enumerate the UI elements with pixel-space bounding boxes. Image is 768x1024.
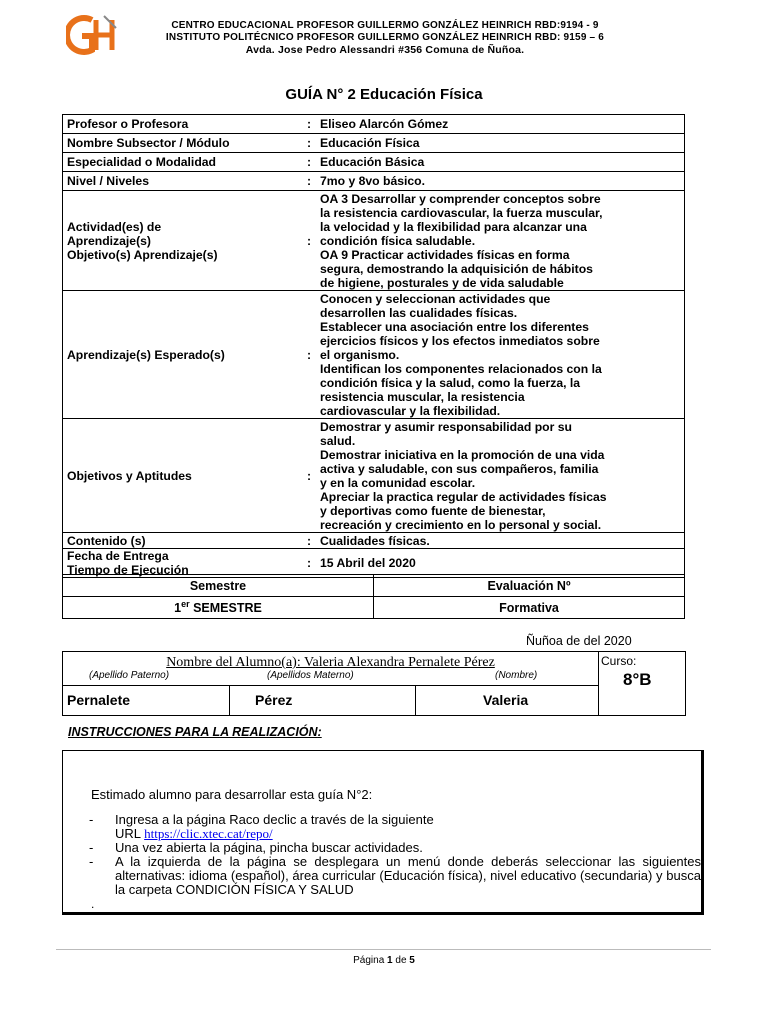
esperado-line: el organismo.	[320, 347, 400, 362]
instrucciones-heading	[68, 725, 322, 739]
objetivos-line: salud.	[320, 433, 356, 448]
fecha-value: 15 Abril del 2020	[316, 549, 685, 578]
objetivos-line: y en la comunidad escolar.	[320, 475, 476, 490]
divider	[415, 685, 416, 715]
actividad-label-line: Aprendizaje(s)	[67, 233, 151, 248]
esperado-line: Establecer una asociación entre los diferentes	[320, 319, 589, 334]
page-total: 5	[409, 955, 415, 966]
nombre-label: (Nombre)	[495, 670, 538, 681]
objetivos-line: recreación y crecimiento en lo personal y social.	[320, 517, 602, 532]
subsector-value: Educación Física	[316, 134, 685, 153]
footer-divider	[56, 949, 711, 950]
esperado-line: Identifican los componentes relacionados con la	[320, 361, 602, 376]
semestre-number: 1	[174, 601, 182, 616]
contenido-value: Cualidades físicas.	[316, 533, 685, 549]
page-sep: de	[392, 955, 410, 966]
instrucciones-intro: Estimado alumno para desarrollar esta guía N°2:	[91, 787, 373, 802]
apellido-materno-label: (Apellidos Materno)	[267, 670, 354, 681]
page-prefix: Página	[353, 955, 388, 966]
objetivos-value	[316, 419, 685, 533]
apellido-materno-value: Pérez	[255, 692, 293, 708]
header-line-3: Avda. Jose Pedro Alessandri #356 Comuna de Ñuñoa.	[245, 44, 525, 56]
raco-declic-link[interactable]: https://clic.xtec.cat/repo/	[144, 826, 273, 841]
item1-url-prefix: URL	[115, 826, 145, 841]
page-title: GUÍA N° 2 Educación Física	[285, 86, 483, 103]
list-item	[89, 813, 701, 841]
evaluacion-value: Formativa	[374, 597, 685, 619]
instrucciones-heading-colon: :	[317, 725, 322, 739]
tiempo-label-line: Tiempo de Ejecución	[67, 563, 189, 577]
especialidad-label: Especialidad o Modalidad	[63, 153, 303, 172]
actividad-line: la velocidad y la flexibilidad para alcanzar una	[320, 219, 587, 234]
esperado-line: ejercicios físicos y los efectos inmediatos sobre	[320, 333, 600, 348]
profesor-label: Profesor o Profesora	[63, 115, 303, 134]
actividad-label-line: Objetivo(s) Aprendizaje(s)	[67, 247, 218, 262]
alumno-nombre-full: Nombre del Alumno(a): Valeria Alexandra Pernalete Pérez	[166, 655, 495, 670]
item1-text: Ingresa a la página Raco declic a través de la siguiente	[115, 812, 434, 827]
colon: :	[302, 134, 316, 153]
objetivos-line: activa y saludable, con sus compañeros, familia	[320, 461, 599, 476]
esperado-line: cardiovascular y la flexibilidad.	[320, 403, 501, 418]
contenido-label: Contenido (s)	[63, 533, 303, 549]
colon: :	[302, 115, 316, 134]
apellido-paterno-label: (Apellido Paterno)	[89, 670, 170, 681]
actividad-line: condición física saludable.	[320, 233, 476, 248]
esperado-line: desarrollen las cualidades físicas.	[320, 305, 518, 320]
trailing-dot: .	[91, 897, 95, 911]
actividad-line: la resistencia cardiovascular, la fuerza muscular,	[320, 205, 603, 220]
curso-label: Curso:	[601, 654, 637, 668]
actividad-line: segura, demostrando la adquisición de hábitos	[320, 261, 593, 276]
page-current: 1	[387, 955, 393, 966]
especialidad-value: Educación Básica	[316, 153, 685, 172]
actividad-line: OA 3 Desarrollar y comprender conceptos sobre	[320, 191, 601, 206]
colon: :	[302, 533, 316, 549]
colon: :	[302, 153, 316, 172]
list-item: - Una vez abierta la página, pincha buscar actividades.	[89, 841, 701, 855]
colon: :	[302, 549, 316, 578]
profesor-value: Eliseo Alarcón Gómez	[316, 115, 685, 134]
instrucciones-list	[89, 813, 701, 897]
esperado-label: Aprendizaje(s) Esperado(s)	[63, 291, 303, 419]
objetivos-line: Demostrar y asumir responsabilidad por su	[320, 419, 572, 434]
fecha-lugar: Ñuñoa de del 2020	[526, 634, 632, 648]
actividad-label	[63, 191, 303, 291]
semestre-table	[62, 574, 685, 619]
actividad-line: de higiene, posturales y de vida saludable	[320, 275, 564, 290]
objetivos-line: Apreciar la practica regular de actividades físicas	[320, 489, 607, 504]
nivel-value: 7mo y 8vo básico.	[316, 172, 685, 191]
list-item: - A la izquierda de la página se desplegara un menú donde deberás seleccionar las siguientes alternativas: idioma (español), área curricular (Educación física), nivel educativo (secundaria) y busca la carpeta CONDICIÓN FÍSICA Y SALUD	[89, 855, 701, 897]
instrucciones-box	[62, 750, 704, 915]
esperado-line: resistencia muscular, la resistencia	[320, 389, 525, 404]
semestre-sup: er	[181, 599, 190, 610]
school-logo	[66, 14, 120, 56]
colon: :	[302, 291, 316, 419]
page-footer	[0, 955, 768, 966]
colon: :	[302, 419, 316, 533]
semestre-header: Semestre	[63, 575, 374, 597]
evaluacion-header: Evaluación Nº	[374, 575, 685, 597]
actividad-line: OA 9 Practicar actividades físicas en forma	[320, 247, 570, 262]
nivel-label: Nivel / Niveles	[63, 172, 303, 191]
semestre-text: SEMESTRE	[189, 601, 262, 616]
objetivos-label: Objetivos y Aptitudes	[63, 419, 303, 533]
divider	[63, 685, 598, 686]
header-line-1: CENTRO EDUCACIONAL PROFESOR GUILLERMO GONZÁLEZ HEINRICH RBD:9194 - 9	[171, 20, 599, 31]
esperado-line: Conocen y seleccionan actividades que	[320, 291, 551, 306]
curso-box	[597, 651, 686, 716]
info-table	[62, 114, 685, 578]
divider	[229, 685, 230, 715]
objetivos-line: y deportivas como fuente de bienestar,	[320, 503, 546, 518]
actividad-value	[316, 191, 685, 291]
subsector-label: Nombre Subsector / Módulo	[63, 134, 303, 153]
actividad-label-line: Actividad(es) de	[67, 219, 162, 234]
objetivos-line: Demostrar iniciativa en la promoción de una vida	[320, 447, 605, 462]
alumno-box	[62, 651, 599, 716]
apellido-paterno-value: Pernalete	[67, 692, 131, 708]
colon: :	[302, 191, 316, 291]
fecha-label-line: Fecha de Entrega	[67, 549, 169, 563]
instrucciones-heading-text: INSTRUCCIONES PARA LA REALIZACIÓN	[68, 725, 318, 739]
curso-value: 8°B	[623, 670, 652, 689]
header-line-2: INSTITUTO POLITÉCNICO PROFESOR GUILLERMO GONZÁLEZ HEINRICH RBD: 9159 – 6	[165, 32, 605, 43]
colon: :	[302, 172, 316, 191]
semestre-value	[63, 597, 374, 619]
nombre-value: Valeria	[483, 692, 529, 708]
esperado-value	[316, 291, 685, 419]
esperado-line: condición física y la salud, como la fuerza, la	[320, 375, 581, 390]
